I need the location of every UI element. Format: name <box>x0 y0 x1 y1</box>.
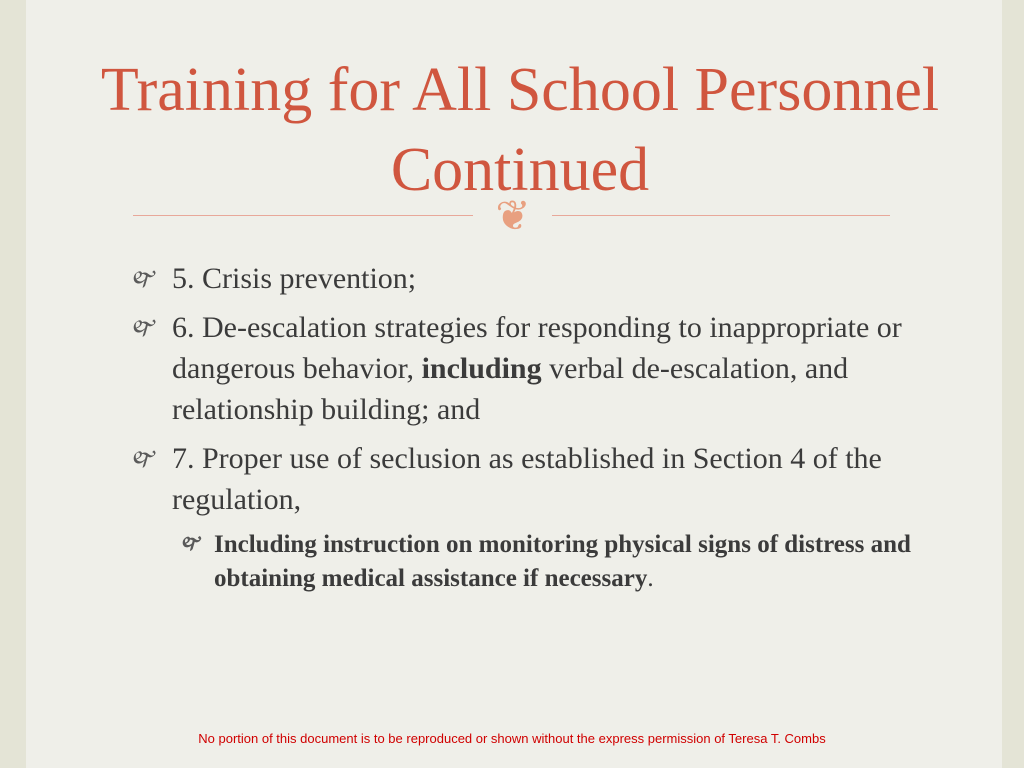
sub-list-item-text: Including instruction on monitoring physical signs of distress and obtaining medical assistance if necessary <box>214 531 911 592</box>
bullet-list <box>130 258 980 596</box>
slide-title <box>40 50 1000 210</box>
bullet-icon: 🙰 <box>130 315 158 340</box>
title-line-1: Training for All School Personnel <box>100 56 940 124</box>
list-item-text-after: verbal de-escalation, and relationship building; and <box>172 352 849 426</box>
title-line-2: Continued <box>390 136 650 204</box>
list-item-bold-text: including <box>421 352 542 385</box>
sub-list-item-tail: . <box>647 565 654 592</box>
list-item-text: 7. Proper use of seclusion as established in Section 4 of the regulation, <box>172 442 882 516</box>
copyright-footer: No portion of this document is to be reproduced or shown without the express permission of Teresa T. Combs <box>198 731 826 746</box>
list-item <box>130 258 980 299</box>
list-item <box>130 438 980 520</box>
ornament-icon: ❦ <box>495 191 531 240</box>
title-divider-right <box>552 215 890 216</box>
bullet-icon: 🙰 <box>130 266 158 291</box>
list-item-text: 6. De-escalation strategies for responding to inappropriate or dangerous behavior, <box>172 311 902 385</box>
list-item-text: 5. Crisis prevention; <box>172 262 417 295</box>
list-item <box>130 307 980 430</box>
sub-list-item <box>180 528 980 596</box>
bullet-icon: 🙰 <box>130 446 158 471</box>
title-divider-left <box>133 215 473 216</box>
bullet-icon: 🙰 <box>180 532 203 553</box>
